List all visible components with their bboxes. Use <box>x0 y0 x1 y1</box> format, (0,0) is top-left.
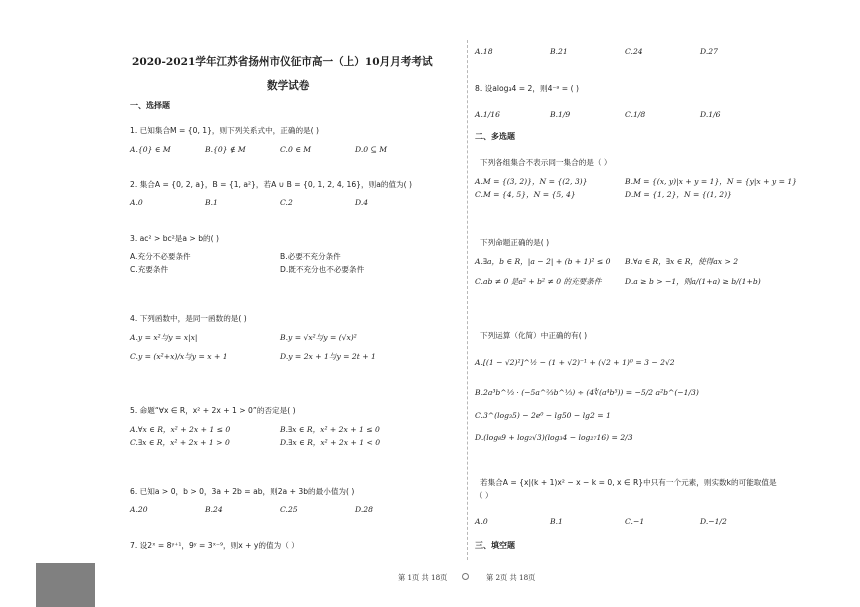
q7-option-d: D.27 <box>700 47 718 56</box>
q3-option-b: B.必要不充分条件 <box>280 252 341 261</box>
page-number-right: 第 2页 共 18页 <box>486 573 536 582</box>
q9-option-d: D.M = {1, 2}，N = {(1, 2)} <box>625 190 732 199</box>
q4-option-d: D.y = 2x + 1与y = 2t + 1 <box>280 352 376 361</box>
q5-option-b: B.∃x ∈ R，x² + 2x + 1 ≤ 0 <box>280 425 380 434</box>
q11-stem: 下列运算（化简）中正确的有( ) <box>480 331 588 340</box>
q4-stem: 4. 下列函数中，是同一函数的是( ) <box>130 314 247 323</box>
q6-option-d: D.28 <box>355 505 373 514</box>
q3-option-d: D.既不充分也不必要条件 <box>280 265 365 274</box>
q12-option-d: D.−1/2 <box>700 517 727 526</box>
q8-option-b: B.1/9 <box>550 110 571 119</box>
q5-option-d: D.∃x ∈ R，x² + 2x + 1 < 0 <box>280 438 381 447</box>
q10-option-a: A.∃a，b ∈ R，|a − 2| + (b + 1)² ≤ 0 <box>475 257 611 266</box>
q6-option-b: B.24 <box>205 505 223 514</box>
q2-option-c: C.2 <box>280 198 293 207</box>
q2-stem: 2. 集合A = {0, 2, a}，B = {1, a²}，若A ∪ B = {0, 1, 2, 4, 16}，则a的值为( ) <box>130 180 412 189</box>
q9-option-a: A.M = {(3, 2)}，N = {(2, 3)} <box>475 177 588 186</box>
section-heading-multi: 二、多选题 <box>475 132 515 141</box>
exam-title: 2020-2021学年江苏省扬州市仪征市高一（上）10月月考考试 <box>132 56 433 68</box>
q4-option-a: A.y = x²与y = x|x| <box>130 333 198 342</box>
q10-option-b: B.∀a ∈ R，∃x ∈ R，使得ax > 2 <box>625 257 739 266</box>
q6-option-c: C.25 <box>280 505 298 514</box>
corner-gray-block <box>36 563 95 607</box>
section-heading-choice: 一、选择题 <box>130 101 170 110</box>
q10-stem: 下列命题正确的是( ) <box>480 238 550 247</box>
q2-option-d: D.4 <box>355 198 369 207</box>
q8-stem: 8. 设alog₃4 = 2，则4⁻ᵃ = ( ) <box>475 84 579 93</box>
q3-option-c: C.充要条件 <box>130 265 169 274</box>
q11-option-a: A.[(1 − √2)²]^½ − (1 + √2)⁻¹ + (√2 + 1)⁰ = 3 − 2√2 <box>475 358 675 367</box>
q7-stem: 7. 设2ˣ = 8ʸ⁺¹，9ʸ = 3ˣ⁻⁹，则x + y的值为（ ） <box>130 541 299 550</box>
q5-stem: 5. 命题“∀x ∈ R，x² + 2x + 1 > 0”的否定是( ) <box>130 406 296 415</box>
q8-option-c: C.1/8 <box>625 110 646 119</box>
q11-option-d: D.(log₈9 + log₂√3)(log₃4 − log₂₇16) = 2/3 <box>475 433 633 442</box>
page-number-left: 第 1页 共 18页 <box>398 573 448 582</box>
q4-option-b: B.y = √x²与y = (√x)² <box>280 333 357 342</box>
q5-option-c: C.∃x ∈ R，x² + 2x + 1 > 0 <box>130 438 230 447</box>
q10-option-c: C.ab ≠ 0 是a² + b² ≠ 0 的充要条件 <box>475 277 602 286</box>
q12-option-c: C.−1 <box>625 517 645 526</box>
section-heading-fill: 三、填空题 <box>475 541 515 550</box>
q1-option-b: B.{0} ∉ M <box>205 145 246 154</box>
q5-option-a: A.∀x ∈ R，x² + 2x + 1 ≤ 0 <box>130 425 231 434</box>
page-divider <box>467 40 468 560</box>
q1-option-d: D.0 ⊆ M <box>355 145 388 154</box>
exam-subtitle: 数学试卷 <box>267 80 310 92</box>
q9-option-b: B.M = {(x, y)|x + y = 1}，N = {y|x + y = 1} <box>625 177 798 186</box>
q9-stem: 下列各组集合不表示同一集合的是（ ） <box>480 158 612 167</box>
q2-option-b: B.1 <box>205 198 218 207</box>
q7-option-a: A.18 <box>475 47 493 56</box>
q12-option-a: A.0 <box>475 517 488 526</box>
q1-option-c: C.0 ∈ M <box>280 145 312 154</box>
q10-option-d: D.a ≥ b > −1，则a/(1+a) ≥ b/(1+b) <box>625 277 761 286</box>
q7-option-c: C.24 <box>625 47 643 56</box>
q9-option-c: C.M = {4, 5}，N = {5, 4} <box>475 190 576 199</box>
q8-option-a: A.1/16 <box>475 110 500 119</box>
q2-option-a: A.0 <box>130 198 143 207</box>
q6-option-a: A.20 <box>130 505 148 514</box>
page-separator-icon <box>462 573 469 580</box>
q1-stem: 1. 已知集合M = {0, 1}，则下列关系式中，正确的是( ) <box>130 126 319 135</box>
q3-option-a: A.充分不必要条件 <box>130 252 191 261</box>
q7-option-b: B.21 <box>550 47 568 56</box>
q12-option-b: B.1 <box>550 517 563 526</box>
q8-option-d: D.1/6 <box>700 110 721 119</box>
q3-stem: 3. ac² > bc²是a > b的( ) <box>130 234 219 243</box>
q12-stem: 若集合A = {x|(k + 1)x² − x − k = 0, x ∈ R}中只有一个元素，则实数k的可能取值是 <box>480 478 777 487</box>
q11-option-b: B.2a³b^⅓ · (−5a^⅔b^⅓) ÷ (4∜(a⁴b⁵)) = −5/2 a²b^(−1/3) <box>475 388 699 397</box>
q12-paren: （ ） <box>475 491 493 500</box>
q6-stem: 6. 已知a > 0，b > 0，3a + 2b = ab，则2a + 3b的最小值为( ) <box>130 487 355 496</box>
q11-option-c: C.3^(log₃5) − 2e⁰ − lg50 − lg2 = 1 <box>475 411 611 420</box>
q4-option-c: C.y = (x²+x)/x与y = x + 1 <box>130 352 228 361</box>
q1-option-a: A.{0} ∈ M <box>130 145 171 154</box>
